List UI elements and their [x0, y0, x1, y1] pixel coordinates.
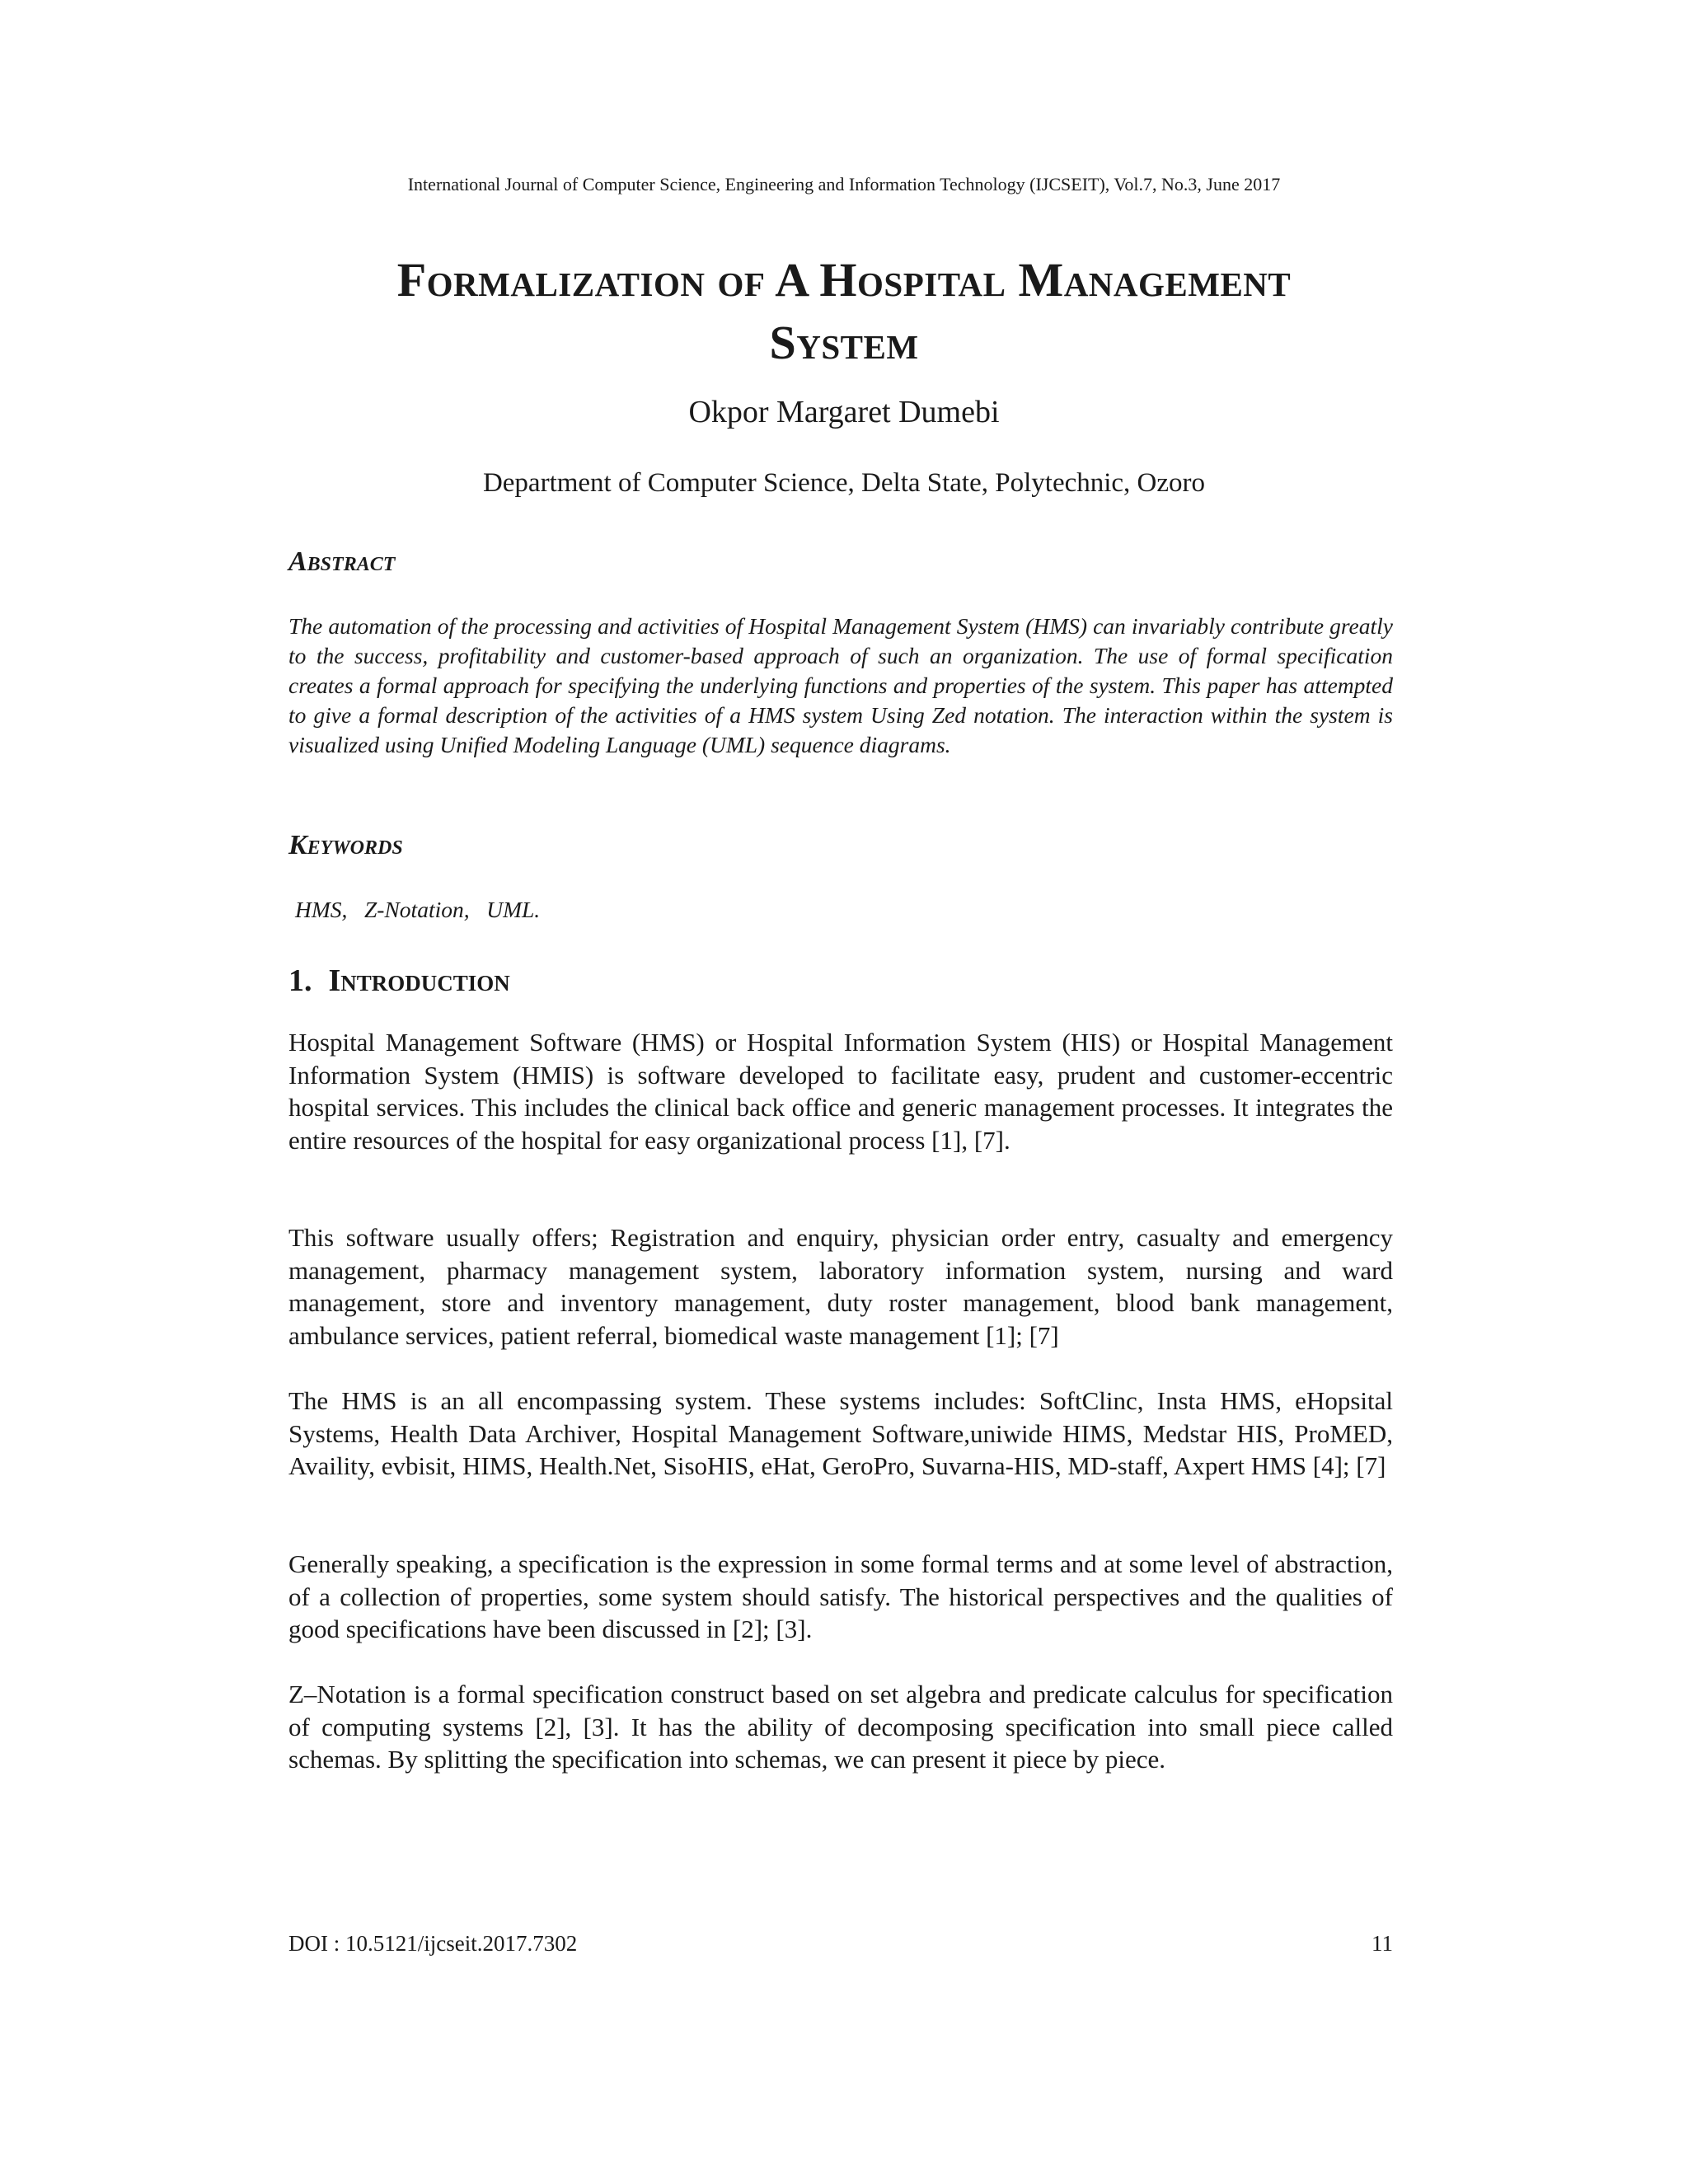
keywords-text: HMS, Z-Notation, UML. — [295, 897, 541, 922]
introduction-heading — [288, 961, 510, 1001]
section-number: 1. — [288, 963, 312, 998]
intro-paragraph-2: This software usually offers; Registration and enquiry, physician order entry, casualty and emergency management, pharmacy management system, laboratory information system, nursing and ward management, store and inventory management, duty roster management, blood bank management, ambulance services, patient referral, biomedical waste management [1]; [7] — [288, 1223, 1393, 1350]
intro-paragraph-4: Generally speaking, a specification is the expression in some formal terms and at some level of abstraction, of a collection of properties, some system should satisfy. The historical perspectives and the qualities of good specifications have been discussed in [2]; [3]. — [288, 1549, 1393, 1643]
intro-paragraph-5: Z–Notation is a formal specification construct based on set algebra and predicate calculus for specification of computing systems [2], [3]. It has the ability of decomposing specification into small piece called schemas. By splitting the specification into schemas, we can present it piece by piece. — [288, 1680, 1393, 1774]
intro-paragraph-1: Hospital Management Software (HMS) or Hospital Information System (HIS) or Hospital Management Information System (HMIS) is software developed to facilitate easy, prudent and customer-eccentric hospital services. This includes the clinical back office and generic management processes. It integrates the entire resources of the hospital for easy organizational process [1], [7]. — [288, 1028, 1393, 1155]
author-affiliation: Department of Computer Science, Delta State, Polytechnic, Ozoro — [482, 468, 1206, 498]
paper-title — [247, 249, 1441, 374]
abstract-heading: Abstract — [288, 546, 396, 577]
paper-title-line-1: Formalization of A Hospital Management — [396, 253, 1292, 307]
author-name: Okpor Margaret Dumebi — [688, 395, 1000, 429]
keywords-heading: Keywords — [288, 830, 403, 860]
journal-running-header: International Journal of Computer Science, Engineering and Information Technology (IJCSEIT), Vol.7, No.3, June 2017 — [407, 174, 1281, 194]
page-number: 11 — [1372, 1931, 1393, 1956]
doi-text: DOI : 10.5121/ijcseit.2017.7302 — [288, 1931, 578, 1956]
intro-paragraph-3: The HMS is an all encompassing system. These systems includes: SoftClinc, Insta HMS, eHopsital Systems, Health Data Archiver, Hospital Management Software,uniwide HIMS, Medstar HIS, ProMED, Availity, evbisit, HIMS, Health.Net, SisoHIS, eHat, GeroPro, Suvarna-HIS, MD-staff, Axpert HMS [4]; [7] — [288, 1386, 1393, 1480]
paper-title-line-2: System — [769, 316, 919, 369]
section-title: Introduction — [328, 963, 510, 998]
abstract-text: The automation of the processing and activities of Hospital Management System (HMS) can invariably contribute greatly to the success, profitability and customer-based approach of such an organization. The use of formal specification creates a formal approach for specifying the underlying functions and properties of the system. This paper has attempted to give a formal description of the activities of a HMS system Using Zed notation. The interaction within the system is visualized using Unified Modeling Language (UML) sequence diagrams. — [288, 613, 1393, 757]
